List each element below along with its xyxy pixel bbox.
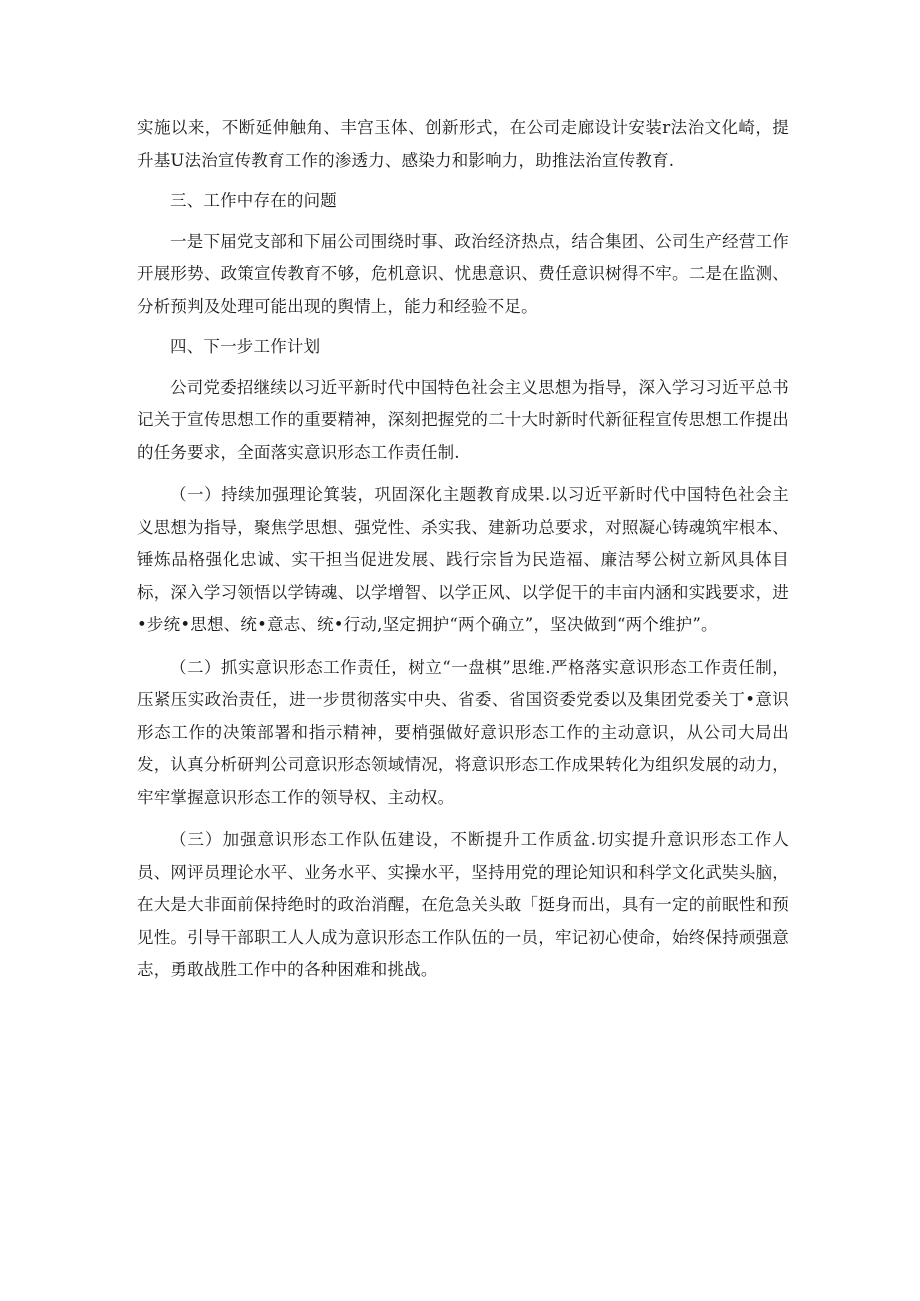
- paragraph-plan-item-1: （一）持续加强理论箕装，巩固深化主题教育成果.以习近平新时代中国特色社会主义思想为指导，聚焦学思想、强党性、杀实我、建新功总要求，对照凝心铸魂筑牢根本、锤炼品格强化忠诚、实干担当促进发展、践行宗旨为民造福、廉洁琴公树立新风具体目标，深入学习领悟以学铸魂、以学增智、以学正风、以学促干的丰亩内涵和实践要求，进•步统•思想、统•意志、统•行动,坚定拥护“两个确立”，坚决做到“两个维护”。: [137, 485, 789, 634]
- paragraph-plan-item-3: （三）加强意识形态工作队伍建设，不断提升工作质盆.切实提升意识形态工作人员、网评员理论水平、业务水平、实操水平，坚持用党的理论知识和科学文化武奘头脑，在大是大非面前保持绝时的政治消醒，在危急关头敢「挺身而出，具有一定的前眠性和预见性。引导干部职工人人成为意识形态工作队伍的一员，牢记初心使命，始终保持顽强意志，勇敢战胜工作中的各种困难和挑战。: [137, 830, 789, 979]
- paragraph-plan-item-2: （二）抓实意识形态工作责任，树立“一盘棋”思维.严格落实意识形态工作责任制，压紧压实政治责任，进一步贯彻落实中央、省委、省国资委党委以及集团党委关丁•意识形态工作的决策部署和指示精神，要梢强做好意识形态工作的主动意识，从公司大局出发，认真分析研判公司意识形态领域情况，将意识形态工作成果转化为组织发展的动力，牢牢掌握意识形态工作的领导权、主动权。: [137, 657, 789, 807]
- document-body: [137, 112, 789, 987]
- paragraph-plan-intro: 公司党委招继续以习近平新时代中国特色社会主义思想为指导，深入学习习近平总书记关于宣传思想工作的重要精神，深刻把握党的二十大时新时代新征程宣传思想工作提出的任务要求，全面落实意识形态工作责任制.: [137, 377, 789, 462]
- section-heading-next-plan: 四、下一步工作计划: [170, 337, 321, 356]
- paragraph-problems: 一是下届党支部和下届公司围绕时事、政治经济热点，结合集团、公司生产经营工作开展形势、政策宣传教育不够，危机意识、忧患意识、费任意识树得不牢。二是在监测、分析预判及处理可能出现的舆情上，能力和经验不足。: [137, 231, 789, 316]
- section-heading-problems: 三、工作中存在的问题: [170, 191, 337, 210]
- paragraph-continuation: 实施以来，不断延伸触角、丰宫玉体、创新形式，在公司走廊设计安装r法治文化崎，提升基U法治宣传教育工作的渗透力、感染力和影响力，助推法治宣传教育.: [137, 118, 789, 170]
